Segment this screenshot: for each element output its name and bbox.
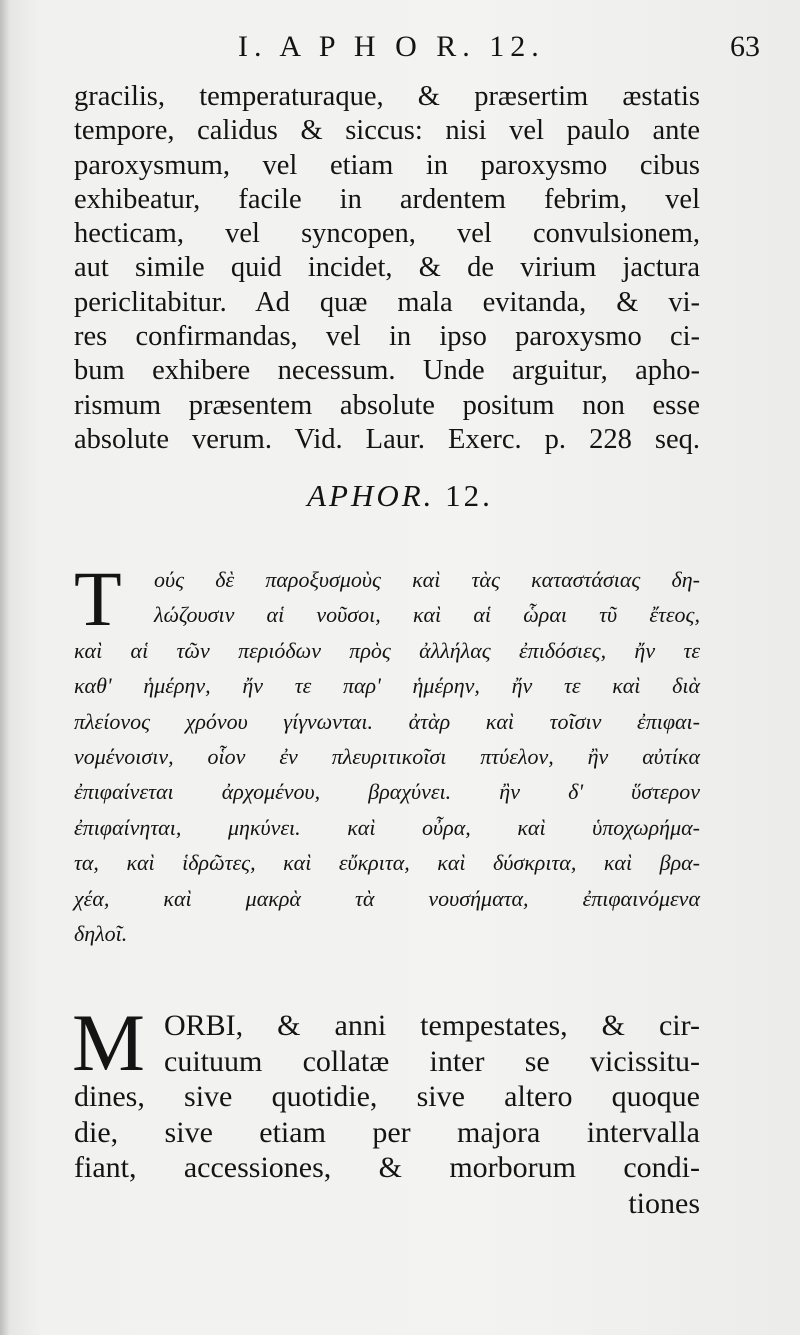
running-head-title: I. A P H O R. 12. [238, 30, 545, 63]
text-line: dines, sive quotidie, sive altero quoque [74, 1080, 700, 1114]
heading-number: 12. [445, 478, 493, 513]
greek-aphorism-text [74, 555, 700, 951]
text-line: λώζουσιν αἱ νοῦσοι, καὶ αἱ ὧραι τῦ ἔτεος, [154, 602, 700, 628]
aphorism-heading [0, 478, 800, 514]
text-line: paroxysmum, vel etiam in paroxysmo cibus [74, 149, 700, 181]
text-line: καὶ αἱ τῶν περιόδων πρὸς ἀλλήλας ἐπιδόσιες, ἤν τε [74, 637, 700, 663]
text-line: periclitabitur. Ad quæ mala evitanda, & vi- [74, 286, 700, 318]
latin-translation-text [74, 1008, 700, 1222]
text-line: νομένοισιν, οἷον ἐν πλευριτικοῖσι πτύελον, ἢν αὐτίκα [74, 744, 700, 770]
heading-prefix: APHOR. [307, 478, 435, 513]
latin-commentary-continued [74, 80, 700, 457]
text-line: fiant, accessiones, & morborum condi- [74, 1151, 700, 1185]
text-line: exhibeatur, facile in ardentem febrim, vel [74, 183, 700, 215]
page-gutter-shadow [0, 0, 10, 1335]
text-line: χέα, καὶ μακρὰ τὰ νουσήματα, ἐπιφαινόμενα [74, 885, 700, 911]
text-line: bum exhibere necessum. Unde arguitur, apho- [74, 355, 700, 387]
text-line: aut simile quid incidet, & de virium jactura [74, 252, 700, 284]
text-line: rismum præsentem absolute positum non esse [74, 389, 700, 421]
text-line: ἐπιφαίνηται, μηκύνει. καὶ οὖρα, καὶ ὑποχωρήμα- [74, 814, 700, 840]
text-line: res confirmandas, vel in ipso paroxysmo ci- [74, 321, 700, 353]
text-line: die, sive etiam per majora intervalla [74, 1115, 700, 1149]
text-line: καθ' ἡμέρην, ἤν τε παρ' ἡμέρην, ἤν τε καὶ διὰ [74, 673, 700, 699]
text-line: ORBI, & anni tempestates, & cir- [164, 1009, 700, 1042]
latin-drop-cap: M [72, 997, 145, 1088]
text-line: ούς δὲ παροξυσμοὺς καὶ τὰς καταστάσιας δη- [154, 567, 700, 592]
running-head [70, 28, 760, 72]
text-line: πλείονος χρόνου γίγνωνται. ἀτὰρ καὶ τοῖσιν ἐπιφαι- [74, 708, 700, 734]
text-line: tiones [628, 1186, 700, 1220]
text-line: τα, καὶ ἱδρῶτες, καὶ εὔκριτα, καὶ δύσκριτα, καὶ βρα- [74, 850, 700, 876]
text-line: tempore, calidus & siccus: nisi vel paulo ante [74, 115, 700, 147]
text-line: δηλοῖ. [74, 921, 128, 947]
greek-drop-cap: T [74, 555, 122, 642]
text-line: absolute verum. Vid. Laur. Exerc. p. 228 seq. [74, 423, 700, 455]
text-line: cuituum collatæ inter se vicissitu- [164, 1044, 700, 1078]
page-number: 63 [730, 30, 760, 63]
text-line: ἐπιφαίνεται ἀρχομένου, βραχύνει. ἢν δ' ὕστερον [74, 779, 700, 805]
text-line: hecticam, vel syncopen, vel convulsionem, [74, 218, 700, 250]
text-line: gracilis, temperaturaque, & præsertim æstatis [74, 81, 700, 112]
